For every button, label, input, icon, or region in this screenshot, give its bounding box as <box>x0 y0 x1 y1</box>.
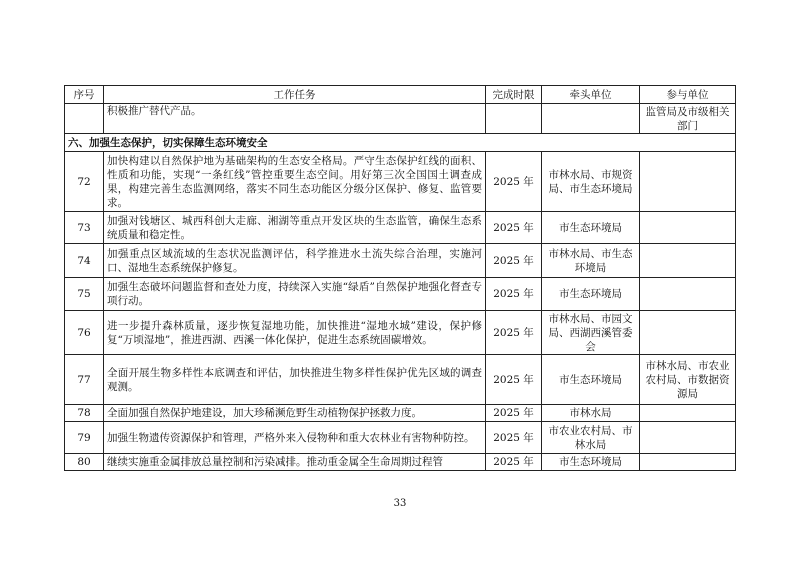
lead-cell: 市生态环境局 <box>542 355 640 405</box>
table-row <box>65 454 736 471</box>
deadline-cell: 2025 年 <box>486 311 542 355</box>
deadline-cell: 2025 年 <box>486 355 542 405</box>
row-number: 76 <box>65 311 104 355</box>
table-row <box>65 355 736 405</box>
participants-cell <box>640 278 736 311</box>
header-lead: 牵头单位 <box>542 86 640 104</box>
section-row <box>65 134 736 152</box>
task-cell: 加强重点区域流域的生态状况监测评估，科学推进水土流失综合治理，实施河口、湿地生态系统保护修复。 <box>104 244 486 278</box>
table-row <box>65 244 736 278</box>
task-cell: 加强对钱塘区、城西科创大走廊、湘湖等重点开发区块的生态监管，确保生态系统质量和稳定性。 <box>104 212 486 244</box>
section-title: 六、加强生态保护，切实保障生态环境安全 <box>65 134 736 152</box>
lead-cell: 市农业农村局、市林水局 <box>542 422 640 454</box>
deadline-cell: 2025 年 <box>486 454 542 471</box>
deadline-cell: 2025 年 <box>486 244 542 278</box>
task-cell: 积极推广替代产品。 <box>104 104 486 134</box>
participants-cell <box>640 212 736 244</box>
task-cell: 加快构建以自然保护地为基础架构的生态安全格局。严守生态保护红线的面积、性质和功能，实现“一条红线”管控重要生态空间。用好第三次全国国土调查成果，构建完善生态监测网络，落实不同生态功能区分级分区保护、修复、监管要求。 <box>104 152 486 212</box>
lead-cell: 市生态环境局 <box>542 278 640 311</box>
table-row <box>65 405 736 422</box>
deadline-cell: 2025 年 <box>486 278 542 311</box>
row-number: 72 <box>65 152 104 212</box>
continuation-row <box>65 104 736 134</box>
deadline-cell: 2025 年 <box>486 152 542 212</box>
task-cell: 全面加强自然保护地建设，加大珍稀濒危野生动植物保护拯救力度。 <box>104 405 486 422</box>
row-number: 75 <box>65 278 104 311</box>
lead-cell: 市林水局、市生态环境局 <box>542 244 640 278</box>
row-number: 78 <box>65 405 104 422</box>
participants-cell <box>640 152 736 212</box>
task-cell: 进一步提升森林质量，逐步恢复湿地功能，加快推进“湿地水城”建设，保护修复“万顷湿地”，推进西湖、西溪一体化保护，促进生态系统固碳增效。 <box>104 311 486 355</box>
table-row <box>65 212 736 244</box>
header-participants: 参与单位 <box>640 86 736 104</box>
lead-cell: 市生态环境局 <box>542 454 640 471</box>
participants-cell <box>640 405 736 422</box>
participants-cell: 监管局及市级相关部门 <box>640 104 736 134</box>
row-number: 79 <box>65 422 104 454</box>
task-cell: 全面开展生物多样性本底调查和评估，加快推进生物多样性保护优先区域的调查观测。 <box>104 355 486 405</box>
header-row <box>65 86 736 104</box>
row-number: 74 <box>65 244 104 278</box>
row-number: 73 <box>65 212 104 244</box>
deadline-cell: 2025 年 <box>486 212 542 244</box>
table-cell <box>542 104 640 134</box>
header-task: 工作任务 <box>104 86 486 104</box>
header-deadline: 完成时限 <box>486 86 542 104</box>
lead-cell: 市林水局、市规资局、市生态环境局 <box>542 152 640 212</box>
participants-cell <box>640 244 736 278</box>
participants-cell: 市林水局、市农业农村局、市数据资源局 <box>640 355 736 405</box>
participants-cell <box>640 422 736 454</box>
task-table <box>64 85 736 471</box>
header-no: 序号 <box>65 86 104 104</box>
task-cell: 加强生物遗传资源保护和管理，严格外来入侵物种和重大农林业有害物种防控。 <box>104 422 486 454</box>
deadline-cell: 2025 年 <box>486 405 542 422</box>
table-cell <box>486 104 542 134</box>
row-number: 77 <box>65 355 104 405</box>
table-row <box>65 422 736 454</box>
participants-cell <box>640 311 736 355</box>
participants-cell <box>640 454 736 471</box>
row-number: 80 <box>65 454 104 471</box>
deadline-cell: 2025 年 <box>486 422 542 454</box>
lead-cell: 市生态环境局 <box>542 212 640 244</box>
task-cell: 继续实施重金属排放总量控制和污染减排。推动重金属全生命周期过程管 <box>104 454 486 471</box>
table-row <box>65 311 736 355</box>
lead-cell: 市林水局、市园文局、西湖西溪管委会 <box>542 311 640 355</box>
lead-cell: 市林水局 <box>542 405 640 422</box>
page-number: 33 <box>393 498 407 509</box>
table-row <box>65 152 736 212</box>
table-row <box>65 278 736 311</box>
table-cell <box>65 104 104 134</box>
task-cell: 加强生态破坏问题监督和查处力度，持续深入实施“绿盾”自然保护地强化督查专项行动。 <box>104 278 486 311</box>
